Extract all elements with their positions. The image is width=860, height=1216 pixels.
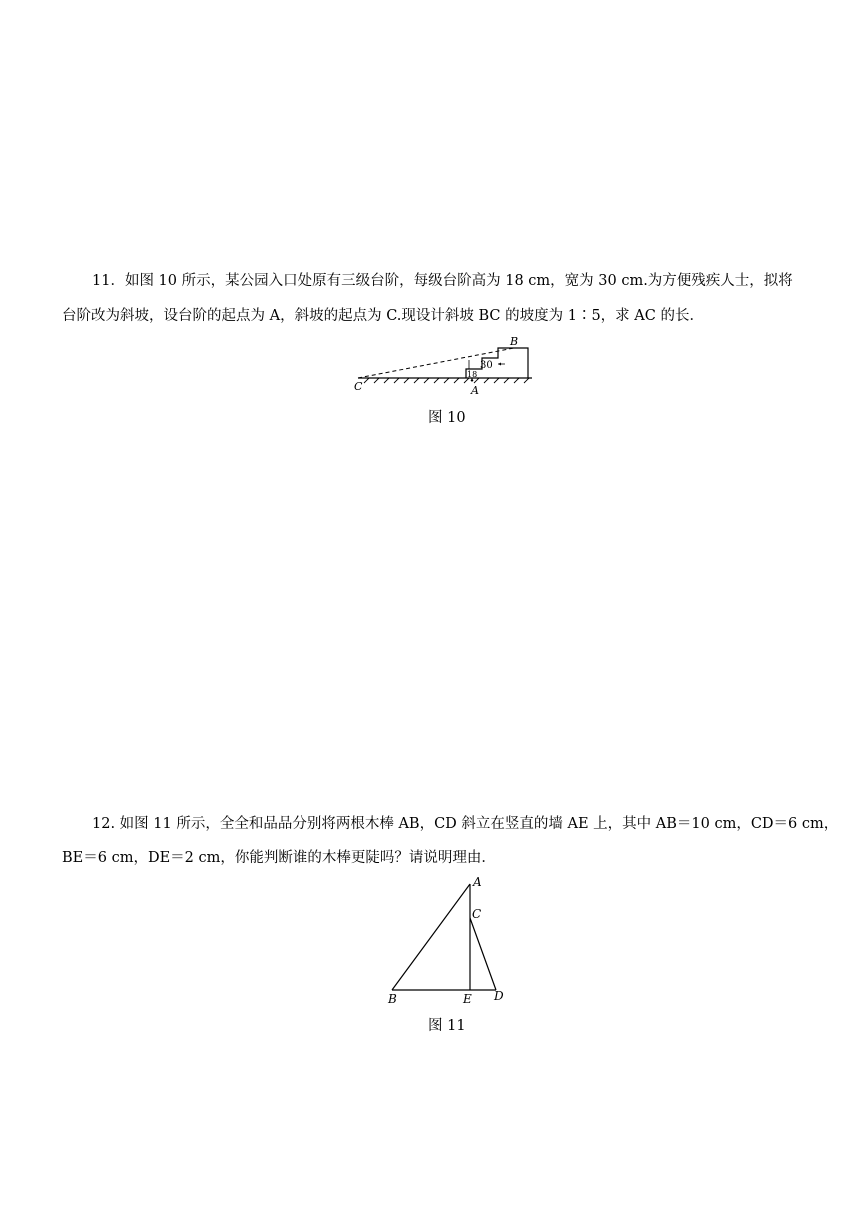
stick-ab [392, 884, 470, 990]
ground-hatching [364, 378, 529, 383]
label-a: A [471, 384, 479, 397]
problem-12-text-line-2: BE＝6 cm，DE＝2 cm，你能判断谁的木棒更陡吗？请说明理由． [62, 850, 496, 866]
label-width: 30 [480, 360, 493, 371]
stick-cd [470, 918, 496, 990]
label-c: C [354, 380, 363, 393]
figure-11-caption: 图 11 [428, 1018, 466, 1034]
problem-11-text-line-1: 11．如图 10 所示，某公园入口处原有三级台阶，每级台阶高为 18 cm，宽为 30 cm.为方便残疾人士，拟将 [92, 273, 793, 289]
problem-12-text-line-1: 12. 如图 11 所示，全全和品品分别将两根木棒 AB，CD 斜立在竖直的墙 AE 上，其中 AB＝10 cm，CD＝6 cm， [92, 816, 839, 832]
problem-11-text-line-2: 台阶改为斜坡，设台阶的起点为 A，斜坡的起点为 C.现设计斜坡 BC 的坡度为 1∶5，求 AC 的长． [62, 308, 704, 324]
label-d: D [494, 989, 504, 1003]
label-c: C [472, 907, 482, 921]
label-e: E [463, 992, 472, 1006]
label-b: B [510, 335, 519, 348]
label-a: A [473, 875, 482, 889]
label-height: 18 [467, 370, 478, 379]
figure-11-triangle-diagram [380, 872, 520, 1007]
figure-10-stairs-diagram [350, 330, 540, 400]
label-b: B [388, 992, 397, 1006]
figure-10-caption: 图 10 [428, 410, 466, 426]
